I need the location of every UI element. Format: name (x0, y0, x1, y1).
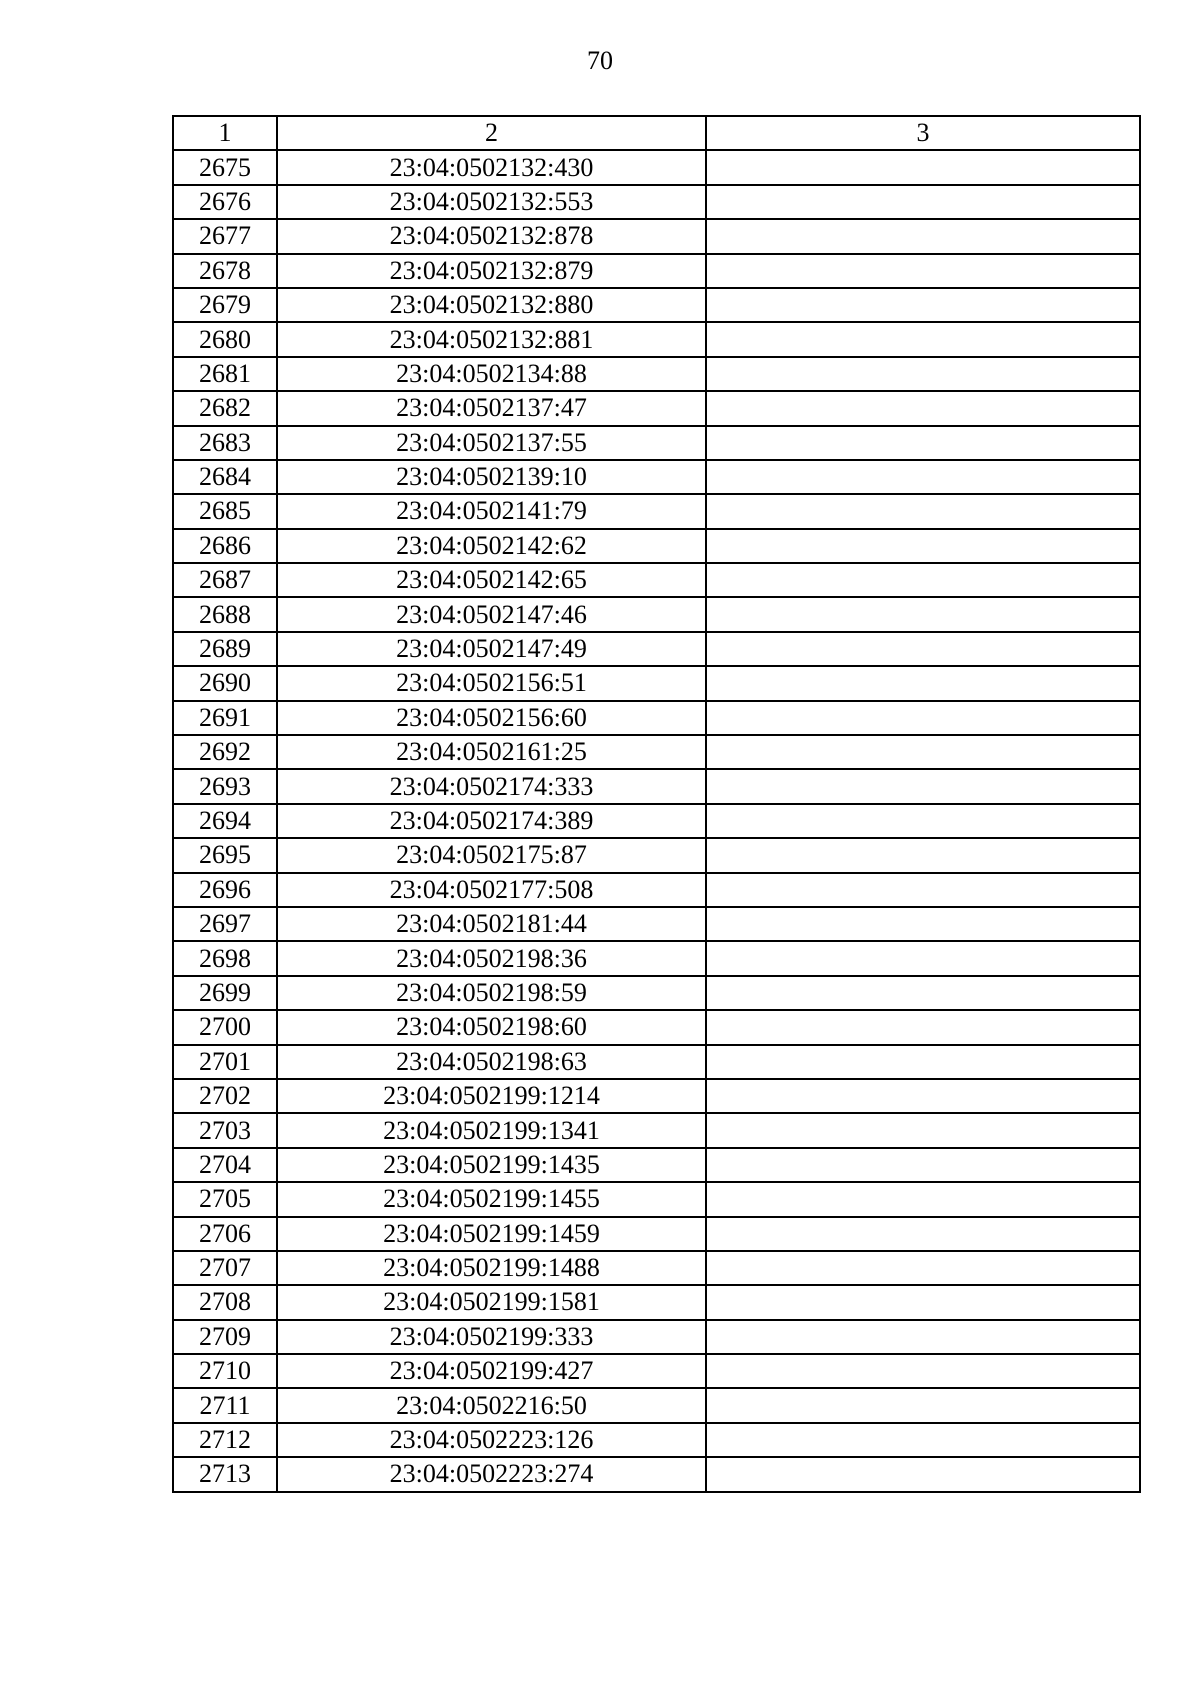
row-number-cell: 2712 (173, 1423, 277, 1457)
table-row (173, 976, 1140, 1010)
table-row (173, 185, 1140, 219)
column-3-cell (706, 735, 1140, 769)
row-number-cell: 2711 (173, 1388, 277, 1422)
column-3-cell (706, 1388, 1140, 1422)
column-3-cell (706, 426, 1140, 460)
table-row (173, 735, 1140, 769)
row-number-cell: 2696 (173, 873, 277, 907)
column-3-cell (706, 1113, 1140, 1147)
row-number-cell: 2691 (173, 701, 277, 735)
cadastral-number-cell: 23:04:0502147:49 (277, 632, 706, 666)
row-number-cell: 2690 (173, 666, 277, 700)
table-header (173, 116, 1140, 150)
row-number-cell: 2707 (173, 1251, 277, 1285)
table-row (173, 426, 1140, 460)
column-3-cell (706, 391, 1140, 425)
cadastral-table (172, 115, 1141, 1493)
cadastral-number-cell: 23:04:0502199:427 (277, 1354, 706, 1388)
row-number-cell: 2679 (173, 288, 277, 322)
cadastral-number-cell: 23:04:0502137:47 (277, 391, 706, 425)
table-row (173, 632, 1140, 666)
column-3-cell (706, 1320, 1140, 1354)
column-3-cell (706, 1182, 1140, 1216)
cadastral-number-cell: 23:04:0502199:1341 (277, 1113, 706, 1147)
table-row (173, 1113, 1140, 1147)
row-number-cell: 2698 (173, 941, 277, 975)
row-number-cell: 2683 (173, 426, 277, 460)
table-row (173, 701, 1140, 735)
cadastral-number-cell: 23:04:0502198:59 (277, 976, 706, 1010)
cadastral-number-cell: 23:04:0502199:1488 (277, 1251, 706, 1285)
page-number: 70 (587, 46, 613, 75)
table-row (173, 357, 1140, 391)
cadastral-number-cell: 23:04:0502199:1435 (277, 1148, 706, 1182)
row-number-cell: 2713 (173, 1457, 277, 1491)
header-row (173, 116, 1140, 150)
table-row (173, 907, 1140, 941)
table-row (173, 1423, 1140, 1457)
row-number-cell: 2680 (173, 322, 277, 356)
table-row (173, 288, 1140, 322)
cadastral-number-cell: 23:04:0502199:1459 (277, 1217, 706, 1251)
cadastral-number-cell: 23:04:0502199:1214 (277, 1079, 706, 1113)
column-3-cell (706, 460, 1140, 494)
column-3-cell (706, 322, 1140, 356)
column-3-cell (706, 1079, 1140, 1113)
table-row (173, 219, 1140, 253)
column-3-cell (706, 1217, 1140, 1251)
cadastral-number-cell: 23:04:0502147:46 (277, 597, 706, 631)
column-3-cell (706, 357, 1140, 391)
table-row (173, 391, 1140, 425)
row-number-cell: 2682 (173, 391, 277, 425)
row-number-cell: 2710 (173, 1354, 277, 1388)
table-row (173, 1182, 1140, 1216)
table-row (173, 1285, 1140, 1319)
table-row (173, 1251, 1140, 1285)
table-row (173, 150, 1140, 184)
column-3-cell (706, 666, 1140, 700)
column-3-cell (706, 1010, 1140, 1044)
table-row (173, 1148, 1140, 1182)
table-row (173, 941, 1140, 975)
cadastral-number-cell: 23:04:0502198:60 (277, 1010, 706, 1044)
column-3-cell (706, 907, 1140, 941)
cadastral-number-cell: 23:04:0502181:44 (277, 907, 706, 941)
cadastral-number-cell: 23:04:0502199:1581 (277, 1285, 706, 1319)
table-row (173, 1354, 1140, 1388)
table-row (173, 1457, 1140, 1491)
cadastral-number-cell: 23:04:0502174:333 (277, 769, 706, 803)
row-number-cell: 2694 (173, 804, 277, 838)
cadastral-number-cell: 23:04:0502156:51 (277, 666, 706, 700)
cadastral-number-cell: 23:04:0502156:60 (277, 701, 706, 735)
row-number-cell: 2692 (173, 735, 277, 769)
column-3-cell (706, 1148, 1140, 1182)
cadastral-number-cell: 23:04:0502132:881 (277, 322, 706, 356)
cadastral-number-cell: 23:04:0502223:274 (277, 1457, 706, 1491)
table-row (173, 873, 1140, 907)
header-cell-2: 2 (277, 116, 706, 150)
cadastral-number-cell: 23:04:0502177:508 (277, 873, 706, 907)
row-number-cell: 2685 (173, 494, 277, 528)
row-number-cell: 2709 (173, 1320, 277, 1354)
column-3-cell (706, 1354, 1140, 1388)
table-row (173, 769, 1140, 803)
cadastral-number-cell: 23:04:0502142:62 (277, 529, 706, 563)
table-row (173, 254, 1140, 288)
table-row (173, 322, 1140, 356)
column-3-cell (706, 150, 1140, 184)
column-3-cell (706, 873, 1140, 907)
column-3-cell (706, 494, 1140, 528)
column-3-cell (706, 1285, 1140, 1319)
cadastral-number-cell: 23:04:0502199:1455 (277, 1182, 706, 1216)
column-3-cell (706, 288, 1140, 322)
row-number-cell: 2687 (173, 563, 277, 597)
table-row (173, 666, 1140, 700)
column-3-cell (706, 1423, 1140, 1457)
column-3-cell (706, 219, 1140, 253)
header-cell-1: 1 (173, 116, 277, 150)
cadastral-number-cell: 23:04:0502174:389 (277, 804, 706, 838)
column-3-cell (706, 529, 1140, 563)
cadastral-number-cell: 23:04:0502137:55 (277, 426, 706, 460)
cadastral-number-cell: 23:04:0502141:79 (277, 494, 706, 528)
cadastral-number-cell: 23:04:0502132:879 (277, 254, 706, 288)
row-number-cell: 2677 (173, 219, 277, 253)
cadastral-number-cell: 23:04:0502198:63 (277, 1045, 706, 1079)
table-row (173, 529, 1140, 563)
row-number-cell: 2681 (173, 357, 277, 391)
cadastral-number-cell: 23:04:0502132:880 (277, 288, 706, 322)
row-number-cell: 2689 (173, 632, 277, 666)
cadastral-number-cell: 23:04:0502223:126 (277, 1423, 706, 1457)
row-number-cell: 2706 (173, 1217, 277, 1251)
table-row (173, 1388, 1140, 1422)
row-number-cell: 2705 (173, 1182, 277, 1216)
column-3-cell (706, 1251, 1140, 1285)
table-row (173, 1010, 1140, 1044)
cadastral-number-cell: 23:04:0502132:430 (277, 150, 706, 184)
row-number-cell: 2703 (173, 1113, 277, 1147)
table-row (173, 1217, 1140, 1251)
row-number-cell: 2684 (173, 460, 277, 494)
row-number-cell: 2676 (173, 185, 277, 219)
column-3-cell (706, 941, 1140, 975)
cadastral-number-cell: 23:04:0502139:10 (277, 460, 706, 494)
column-3-cell (706, 804, 1140, 838)
table-row (173, 804, 1140, 838)
table-row (173, 460, 1140, 494)
cadastral-number-cell: 23:04:0502198:36 (277, 941, 706, 975)
table-row (173, 838, 1140, 872)
column-3-cell (706, 1045, 1140, 1079)
column-3-cell (706, 976, 1140, 1010)
row-number-cell: 2695 (173, 838, 277, 872)
cadastral-number-cell: 23:04:0502161:25 (277, 735, 706, 769)
column-3-cell (706, 701, 1140, 735)
table-row (173, 563, 1140, 597)
header-cell-3: 3 (706, 116, 1140, 150)
column-3-cell (706, 185, 1140, 219)
column-3-cell (706, 838, 1140, 872)
cadastral-number-cell: 23:04:0502142:65 (277, 563, 706, 597)
row-number-cell: 2697 (173, 907, 277, 941)
row-number-cell: 2686 (173, 529, 277, 563)
row-number-cell: 2708 (173, 1285, 277, 1319)
cadastral-number-cell: 23:04:0502199:333 (277, 1320, 706, 1354)
table-row (173, 1079, 1140, 1113)
row-number-cell: 2699 (173, 976, 277, 1010)
row-number-cell: 2693 (173, 769, 277, 803)
row-number-cell: 2702 (173, 1079, 277, 1113)
row-number-cell: 2700 (173, 1010, 277, 1044)
table-row (173, 1320, 1140, 1354)
column-3-cell (706, 597, 1140, 631)
row-number-cell: 2688 (173, 597, 277, 631)
cadastral-number-cell: 23:04:0502134:88 (277, 357, 706, 391)
row-number-cell: 2678 (173, 254, 277, 288)
cadastral-number-cell: 23:04:0502132:878 (277, 219, 706, 253)
column-3-cell (706, 254, 1140, 288)
column-3-cell (706, 563, 1140, 597)
cadastral-number-cell: 23:04:0502175:87 (277, 838, 706, 872)
table-body (173, 150, 1140, 1491)
column-3-cell (706, 1457, 1140, 1491)
table-row (173, 597, 1140, 631)
cadastral-number-cell: 23:04:0502216:50 (277, 1388, 706, 1422)
table-row (173, 494, 1140, 528)
cadastral-number-cell: 23:04:0502132:553 (277, 185, 706, 219)
row-number-cell: 2704 (173, 1148, 277, 1182)
row-number-cell: 2675 (173, 150, 277, 184)
table-row (173, 1045, 1140, 1079)
column-3-cell (706, 632, 1140, 666)
column-3-cell (706, 769, 1140, 803)
row-number-cell: 2701 (173, 1045, 277, 1079)
